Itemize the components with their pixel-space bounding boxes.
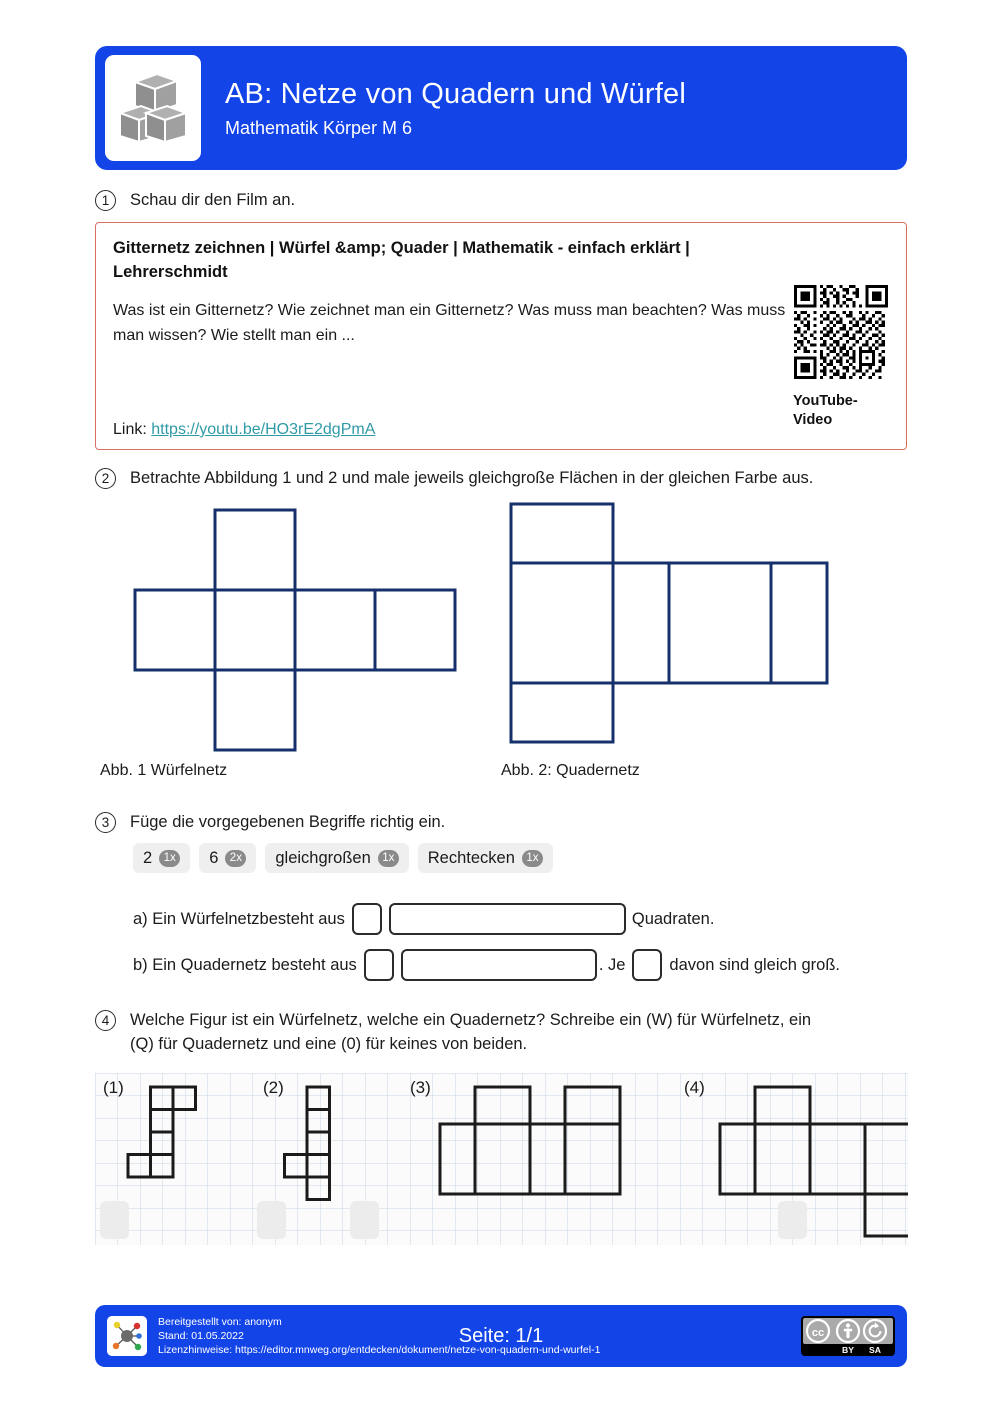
task-3 — [95, 810, 907, 834]
net-figures — [95, 496, 907, 796]
gap-a-suffix: Quadraten. — [631, 909, 715, 928]
word-chip-label: gleichgroßen — [275, 848, 371, 867]
gap-b-blank-small-2[interactable] — [632, 949, 662, 981]
video-link-row — [113, 419, 375, 441]
cuboid-net-figure — [501, 496, 861, 754]
word-chip-count: 1x — [522, 850, 543, 867]
answer-dropzone-2[interactable] — [257, 1201, 286, 1239]
answer-dropzone-1[interactable] — [100, 1201, 129, 1239]
footer-provided-by: Bereitgestellt von: anonym — [158, 1316, 282, 1328]
qr-label-line1: YouTube- — [793, 393, 858, 409]
gap-b-middle: . Je — [598, 955, 626, 974]
qr-label-line2: Video — [793, 412, 833, 428]
footer-license-note: Lizenzhinweise: https://editor.mnweg.org/entdecken/dokument/netze-von-quadern-und-wurfel-1 — [158, 1344, 601, 1356]
video-link-label: Link: — [113, 421, 147, 438]
footer-page-number: Seite: 1/1 — [458, 1325, 544, 1347]
word-chip[interactable] — [265, 843, 408, 873]
figure-2-caption: Abb. 2: Quadernetz — [501, 762, 640, 779]
cube-net-figure — [95, 502, 495, 760]
license-by-label: BY — [842, 1345, 854, 1355]
gap-b-blank-small-1[interactable] — [364, 949, 394, 981]
qr-code-icon[interactable] — [794, 285, 888, 379]
word-chip-count: 1x — [159, 850, 180, 867]
video-title: Gitternetz zeichnen | Würfel &amp; Quader | Mathematik - einfach erklärt | Lehrerschmidt — [113, 239, 690, 281]
gap-b-prefix: b) Ein Quadernetz besteht aus — [133, 955, 357, 974]
task-3-number: 3 — [95, 812, 116, 833]
task-2-number: 2 — [95, 468, 116, 489]
license-sa-label: SA — [869, 1345, 881, 1355]
figure-label-3: (3) — [410, 1078, 431, 1097]
answer-dropzone-4[interactable] — [778, 1201, 807, 1239]
page-subtitle: Mathematik Körper M 6 — [225, 117, 413, 138]
qr-label — [789, 392, 893, 430]
figure-label-1: (1) — [103, 1078, 124, 1097]
task-4-line1: Welche Figur ist ein Würfelnetz, welche ein Quadernetz? Schreibe ein (W) für Würfelnetz, ein — [130, 1011, 812, 1029]
stacked-cubes-icon — [105, 55, 201, 161]
task-2-text: Betrachte Abbildung 1 und 2 und male jeweils gleichgroße Flächen in der gleichen Farbe aus. — [130, 469, 814, 487]
page-footer — [95, 1305, 907, 1367]
footer-stand: Stand: 01.05.2022 — [158, 1330, 244, 1342]
task-1-text: Schau dir den Film an. — [130, 191, 296, 209]
task-4-text — [130, 1008, 811, 1056]
figure-label-4: (4) — [684, 1078, 705, 1097]
word-chip[interactable] — [418, 843, 553, 873]
task-4 — [95, 1008, 915, 1056]
word-bank — [133, 843, 553, 873]
page-header — [95, 46, 907, 170]
gap-sentence-a — [133, 903, 714, 935]
word-chip[interactable] — [133, 843, 190, 873]
word-chip-label: Rechtecken — [427, 848, 515, 867]
gap-a-blank-large[interactable] — [389, 903, 626, 935]
header-text-block — [225, 76, 686, 141]
gap-b-suffix: davon sind gleich groß. — [669, 955, 841, 974]
task-1-number: 1 — [95, 190, 116, 211]
word-chip-label: 6 — [209, 848, 219, 867]
word-chip-count: 2x — [225, 850, 246, 867]
page-title: AB: Netze von Quadern und Würfel — [225, 77, 686, 110]
answer-dropzone-3[interactable] — [350, 1201, 379, 1239]
qr-block — [789, 285, 893, 430]
word-chip[interactable] — [199, 843, 256, 873]
task-4-number: 4 — [95, 1010, 116, 1031]
word-chip-label: 2 — [143, 848, 153, 867]
gap-a-prefix: a) Ein Würfelnetzbesteht aus — [133, 909, 345, 928]
gap-sentence-b — [133, 949, 840, 981]
video-description: Was ist ein Gitternetz? Wie zeichnet man ein Gitternetz? Was muss man beachten? Was muss man wissen? Wie stellt man ein ... — [113, 302, 786, 344]
gap-b-blank-large[interactable] — [401, 949, 597, 981]
task-1 — [95, 188, 907, 212]
figure-1-caption: Abb. 1 Würfelnetz — [100, 762, 228, 779]
creative-commons-by-sa-icon — [801, 1316, 895, 1356]
svg-text:cc: cc — [811, 1327, 825, 1339]
task-2 — [95, 466, 925, 490]
video-link[interactable]: https://youtu.be/HO3rE2dgPmA — [151, 421, 376, 438]
figure-label-2: (2) — [263, 1078, 284, 1097]
video-card — [95, 222, 907, 450]
gap-a-blank-small[interactable] — [352, 903, 382, 935]
task-3-text: Füge die vorgegebenen Begriffe richtig ein. — [130, 813, 446, 831]
word-chip-count: 1x — [378, 850, 399, 867]
figure-grid-area — [95, 1073, 908, 1245]
task-4-line2: (Q) für Quadernetz und eine (0) für keines von beiden. — [130, 1035, 528, 1053]
